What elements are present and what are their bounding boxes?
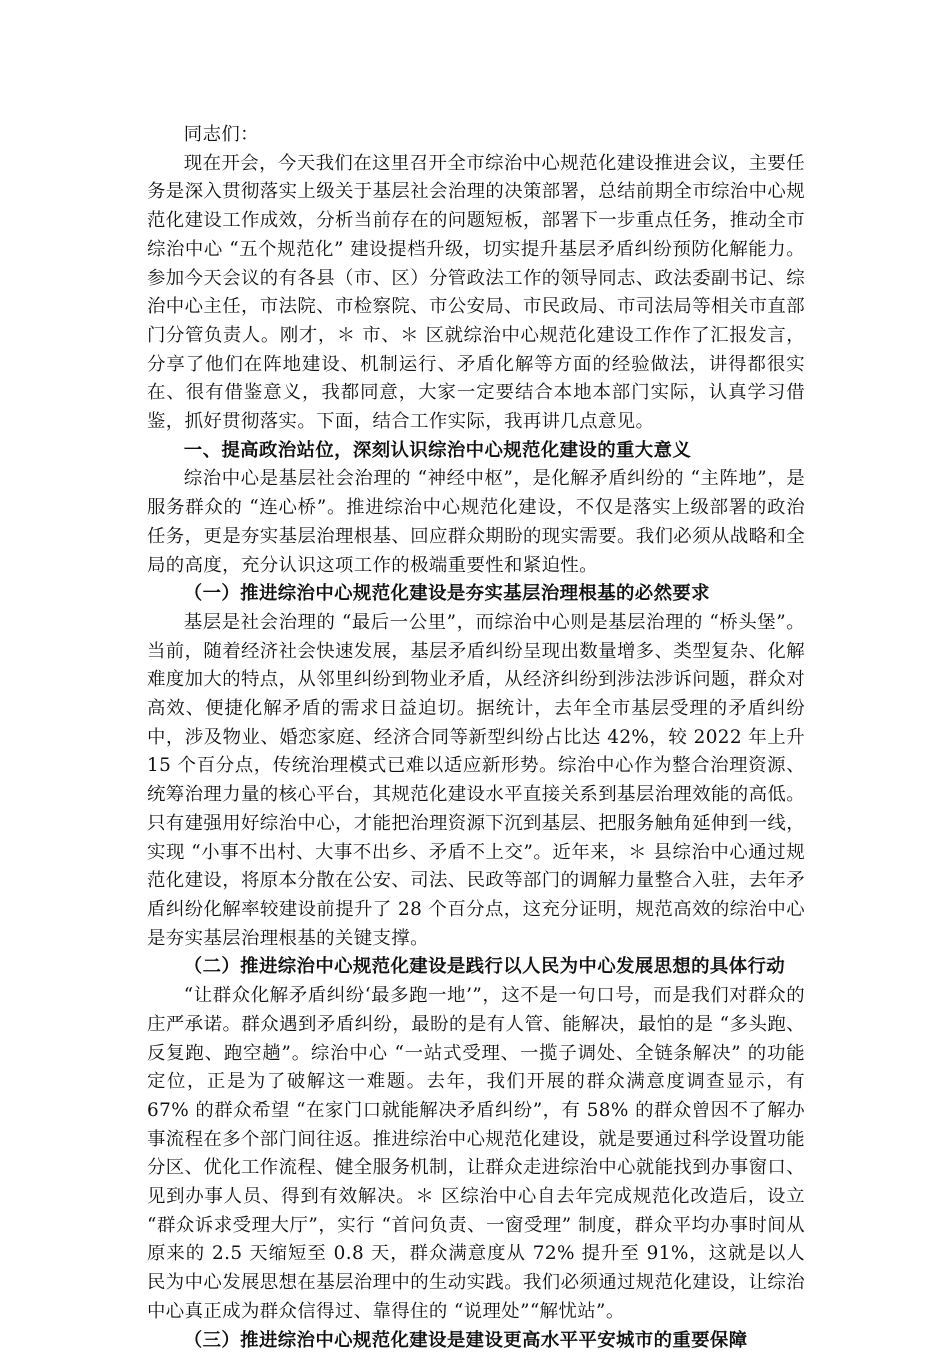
subsection-1-heading: （一）推进综治中心规范化建设是夯实基层治理根基的必然要求	[183, 583, 710, 605]
section-1-intro: 综治中心是基层社会治理的 “神经中枢”，是化解矛盾纠纷的 “主阵地”，是服务群众的 “连心桥”。推进综治中心规范化建设，不仅是落实上级部署的政治任务，更是夯实基层治理根基、回应群众期盼的现实需要。我们必须从战略和全局的高度，充分认识这项工作的极端重要性和紧迫性。	[147, 468, 805, 576]
subsection-2-heading: （二）推进综治中心规范化建设是践行以人民为中心发展思想的具体行动	[183, 956, 786, 978]
subsection-3-heading: （三）推进综治中心规范化建设是建设更高水平平安城市的重要保障	[183, 1329, 748, 1351]
document-page	[147, 121, 805, 1355]
section-1-heading: 一、提高政治站位，深刻认识综治中心规范化建设的重大意义	[183, 439, 692, 461]
salutation: 同志们：	[183, 124, 259, 145]
subsection-2-body: “让群众化解矛盾纠纷‘最多跑一地’”，这不是一句口号，而是我们对群众的庄严承诺。群众遇到矛盾纠纷，最盼的是有人管、能解决，最怕的是 “多头跑、反复跑、跑空趟”。综治中心 “一站式受理、一揽子调处、全链条解决” 的功能定位，正是为了破解这一难题。去年，我们开展的群众满意度调查显示，有 67% 的群众希望 “在家门口就能解决矛盾纠纷”，有 58% 的群众曾因不了解办事流程在多个部门间往返。推进综治中心规范化建设，就是要通过科学设置功能分区、优化工作流程、健全服务机制，让群众走进综治中心就能找到办事窗口、见到办事人员、得到有效解决。＊ 区综治中心自去年完成规范化改造后，设立 “群众诉求受理大厅”，实行 “首问负责、一窗受理” 制度，群众平均办事时间从原来的 2.5 天缩短至 0.8 天，群众满意度从 72% 提升至 91%，这就是以人民为中心发展思想在基层治理中的生动实践。我们必须通过规范化建设，让综治中心真正成为群众信得过、靠得住的 “说理处”“解忧站”。	[147, 985, 805, 1322]
opening-paragraph: 现在开会，今天我们在这里召开全市综治中心规范化建设推进会议，主要任务是深入贯彻落实上级关于基层社会治理的决策部署，总结前期全市综治中心规范化建设工作成效，分析当前存在的问题短板，部署下一步重点任务，推动全市综治中心 “五个规范化” 建设提档升级，切实提升基层矛盾纠纷预防化解能力。参加今天会议的有各县（市、区）分管政法工作的领导同志、政法委副书记、综治中心主任，市法院、市检察院、市公安局、市民政局、市司法局等相关市直部门分管负责人。刚才，＊ 市、＊ 区就综治中心规范化建设工作作了汇报发言，分享了他们在阵地建设、机制运行、矛盾化解等方面的经验做法，讲得都很实在、很有借鉴意义，我都同意，大家一定要结合本地本部门实际，认真学习借鉴，抓好贯彻落实。下面，结合工作实际，我再讲几点意见。	[147, 152, 805, 433]
subsection-1-body: 基层是社会治理的 “最后一公里”，而综治中心则是基层治理的 “桥头堡”。当前，随着经济社会快速发展，基层矛盾纠纷呈现出数量增多、类型复杂、化解难度加大的特点，从邻里纠纷到物业矛盾，从经济纠纷到涉法涉诉问题，群众对高效、便捷化解矛盾的需求日益迫切。据统计，去年全市基层受理的矛盾纠纷中，涉及物业、婚恋家庭、经济合同等新型纠纷占比达 42%，较 2022 年上升 15 个百分点，传统治理模式已难以适应新形势。综治中心作为整合治理资源、统筹治理力量的核心平台，其规范化建设水平直接关系到基层治理效能的高低。只有建强用好综治中心，才能把治理资源下沉到基层、把服务触角延伸到一线，实现 “小事不出村、大事不出乡、矛盾不上交”。近年来，＊ 县综治中心通过规范化建设，将原本分散在公安、司法、民政等部门的调解力量整合入驻，去年矛盾纠纷化解率较建设前提升了 28 个百分点，这充分证明，规范高效的综治中心是夯实基层治理根基的关键支撑。	[147, 611, 805, 949]
